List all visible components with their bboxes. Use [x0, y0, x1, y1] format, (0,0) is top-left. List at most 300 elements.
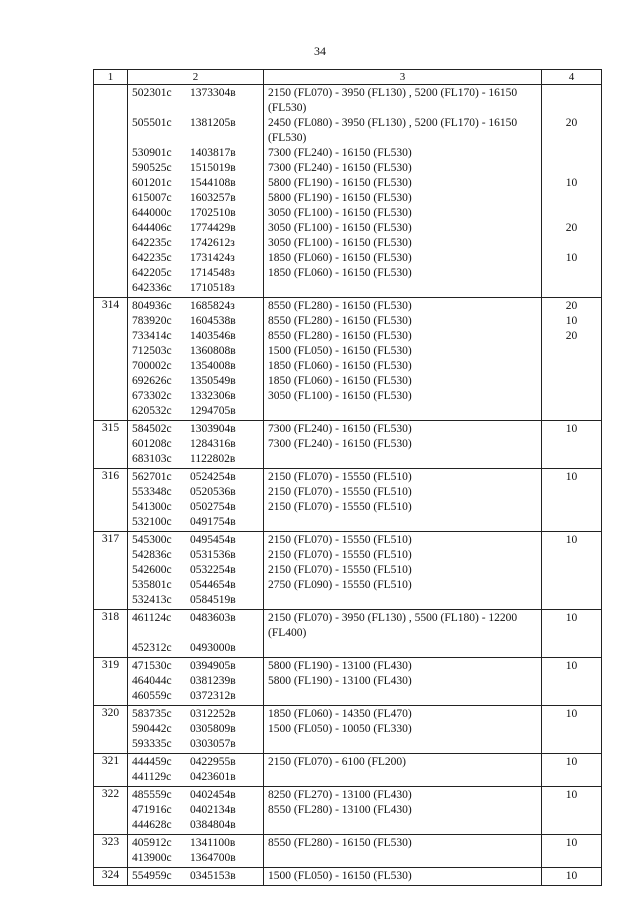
latitude: 545300с — [132, 534, 172, 546]
longitude: 1710518з — [190, 282, 235, 294]
longitude: 0491754в — [190, 516, 236, 528]
latitude: 590525с — [132, 162, 172, 174]
latitude: 553348с — [132, 486, 172, 498]
coordinate-line — [132, 236, 259, 251]
altitude-range: 8550 (FL280) - 16150 (FL530) — [268, 330, 412, 342]
altitude-range: 5800 (FL190) - 13100 (FL430) — [268, 675, 412, 687]
value-line — [546, 131, 597, 146]
longitude: 0531536в — [190, 549, 236, 561]
table-row — [94, 868, 602, 886]
altitude-range: 1850 (FL060) - 16150 (FL530) — [268, 252, 412, 264]
table-row — [94, 298, 602, 421]
altitude-range: 1850 (FL060) - 16150 (FL530) — [268, 267, 412, 279]
altitude-range: 3050 (FL100) - 16150 (FL530) — [268, 207, 412, 219]
coordinate-line — [132, 563, 259, 578]
coordinate-line — [132, 515, 259, 530]
coordinate-line — [132, 314, 259, 329]
latitude: 644000с — [132, 207, 172, 219]
value-line — [546, 548, 597, 563]
coordinate-line — [132, 533, 259, 548]
value-line: 20 — [565, 222, 578, 234]
latitude: 444628с — [132, 819, 172, 831]
latitude: 584502с — [132, 423, 172, 435]
longitude: 0520536в — [190, 486, 236, 498]
coordinates-cell — [128, 469, 264, 532]
coordinate-line — [132, 659, 259, 674]
latitude: 405912с — [132, 837, 172, 849]
altitude-cell — [264, 421, 542, 469]
latitude: 541300с — [132, 501, 172, 513]
table-header-row — [94, 70, 602, 85]
latitude: 532413с — [132, 594, 172, 606]
value-line: 10 — [565, 315, 578, 327]
altitude-cell — [264, 706, 542, 754]
coordinate-line — [132, 674, 259, 689]
coordinate-line — [132, 578, 259, 593]
altitude-range: 2150 (FL070) - 15550 (FL510) — [268, 549, 412, 561]
altitude-range: 2150 (FL070) - 15550 (FL510) — [268, 564, 412, 576]
longitude: 0495454в — [190, 534, 236, 546]
altitude-range: 2150 (FL070) - 15550 (FL510) — [268, 486, 412, 498]
coordinate-line — [132, 146, 259, 161]
coordinates-cell — [128, 868, 264, 886]
latitude: 532100с — [132, 516, 172, 528]
altitude-range: 2150 (FL070) - 15550 (FL510) — [268, 501, 412, 513]
row-number: 322 — [94, 787, 128, 835]
latitude: 461124с — [132, 612, 172, 624]
value-line: 10 — [565, 252, 578, 264]
table-row — [94, 85, 602, 298]
altitude-range: 2150 (FL070) - 6100 (FL200) — [268, 756, 406, 768]
coordinate-line — [132, 851, 259, 866]
altitude-range: 1500 (FL050) - 10050 (FL330) — [268, 723, 412, 735]
coordinate-line — [132, 404, 259, 419]
altitude-range: 8550 (FL280) - 13100 (FL430) — [268, 804, 412, 816]
value-line — [546, 146, 597, 161]
value-cell — [542, 532, 602, 610]
longitude: 0532254в — [190, 564, 236, 576]
value-line — [546, 236, 597, 251]
coordinate-line — [132, 191, 259, 206]
latitude: 733414с — [132, 330, 172, 342]
latitude: 542836с — [132, 549, 172, 561]
latitude: 620532с — [132, 405, 172, 417]
value-cell — [542, 610, 602, 658]
latitude: 471916с — [132, 804, 172, 816]
page-number: 34 — [314, 44, 326, 58]
coordinate-line — [132, 707, 259, 722]
value-line: 10 — [565, 471, 578, 483]
altitude-range: 5800 (FL190) - 13100 (FL430) — [268, 660, 412, 672]
altitude-range: 1500 (FL050) - 16150 (FL530) — [268, 870, 412, 882]
value-line: 10 — [565, 756, 578, 768]
value-cell — [542, 754, 602, 787]
value-line — [546, 851, 597, 866]
altitude-range: 8550 (FL280) - 16150 (FL530) — [268, 315, 412, 327]
altitude-range: 1850 (FL060) - 14350 (FL470) — [268, 708, 412, 720]
value-line — [546, 86, 597, 101]
altitude-range: 2150 (FL070) - 15550 (FL510) — [268, 534, 412, 546]
coordinates-cell — [128, 298, 264, 421]
row-number: 323 — [94, 835, 128, 868]
row-number: 324 — [94, 868, 128, 886]
latitude: 615007с — [132, 192, 172, 204]
coordinate-line — [132, 770, 259, 785]
altitude-range: 7300 (FL240) - 16150 (FL530) — [268, 423, 412, 435]
row-number: 319 — [94, 658, 128, 706]
value-line — [546, 452, 597, 467]
latitude: 530901с — [132, 147, 172, 159]
value-cell — [542, 787, 602, 835]
coordinate-line — [132, 101, 259, 116]
coordinates-cell — [128, 787, 264, 835]
value-cell — [542, 421, 602, 469]
latitude: 712503с — [132, 345, 172, 357]
value-line: 20 — [565, 117, 578, 129]
value-line — [546, 206, 597, 221]
longitude: 1303904в — [190, 423, 236, 435]
longitude: 0584519в — [190, 594, 236, 606]
altitude-range: 2150 (FL070) - 15550 (FL510) — [268, 471, 412, 483]
latitude: 441129с — [132, 771, 172, 783]
coordinate-line — [132, 251, 259, 266]
value-line: 10 — [565, 177, 578, 189]
coordinates-cell — [128, 658, 264, 706]
coordinate-line — [132, 374, 259, 389]
value-cell — [542, 868, 602, 886]
row-number: 316 — [94, 469, 128, 532]
longitude: 1603257в — [190, 192, 236, 204]
header-col-4: 4 — [542, 70, 602, 85]
header-col-3: 3 — [264, 70, 542, 85]
altitude-range: 1850 (FL060) - 16150 (FL530) — [268, 375, 412, 387]
row-number: 318 — [94, 610, 128, 658]
value-line — [546, 389, 597, 404]
coordinates-cell — [128, 835, 264, 868]
coordinate-line — [132, 818, 259, 833]
longitude: 0483603в — [190, 612, 236, 624]
altitude-cell — [264, 787, 542, 835]
airspace-table — [93, 69, 602, 886]
longitude: 0423601в — [190, 771, 236, 783]
value-line — [546, 578, 597, 593]
longitude: 0402134в — [190, 804, 236, 816]
coordinates-cell — [128, 706, 264, 754]
latitude: 642235с — [132, 237, 172, 249]
altitude-range: 7300 (FL240) - 16150 (FL530) — [268, 147, 412, 159]
altitude-cell — [264, 658, 542, 706]
value-line: 20 — [565, 330, 578, 342]
value-line — [546, 404, 597, 419]
value-line — [546, 161, 597, 176]
value-line — [546, 266, 597, 281]
coordinate-line — [132, 344, 259, 359]
altitude-cell — [264, 469, 542, 532]
coordinate-line — [132, 161, 259, 176]
value-cell — [542, 469, 602, 532]
value-cell — [542, 835, 602, 868]
latitude: 642205с — [132, 267, 172, 279]
longitude: 0493000в — [190, 642, 236, 654]
longitude: 1731424з — [190, 252, 235, 264]
table-row — [94, 610, 602, 658]
value-line: 20 — [565, 300, 578, 312]
latitude: 452312с — [132, 642, 172, 654]
value-line — [546, 770, 597, 785]
longitude: 1364700в — [190, 852, 236, 864]
coordinate-line — [132, 593, 259, 608]
row-number: 317 — [94, 532, 128, 610]
table-row — [94, 754, 602, 787]
coordinate-line — [132, 548, 259, 563]
longitude: 1381205в — [190, 117, 236, 129]
value-line: 10 — [565, 870, 578, 882]
value-line — [546, 437, 597, 452]
coordinates-cell — [128, 754, 264, 787]
altitude-range: 3050 (FL100) - 16150 (FL530) — [268, 390, 412, 402]
latitude: 413900с — [132, 852, 172, 864]
longitude: 1685824з — [190, 300, 235, 312]
value-line — [546, 641, 597, 656]
latitude: 590442с — [132, 723, 172, 735]
value-line — [546, 485, 597, 500]
row-number: 320 — [94, 706, 128, 754]
latitude: 683103с — [132, 453, 172, 465]
coordinate-line — [132, 626, 259, 641]
latitude: 502301с — [132, 87, 172, 99]
latitude: 535801с — [132, 579, 172, 591]
value-cell — [542, 658, 602, 706]
altitude-range: 3050 (FL100) - 16150 (FL530) — [268, 222, 412, 234]
altitude-range: 2750 (FL090) - 15550 (FL510) — [268, 579, 412, 591]
coordinate-line — [132, 500, 259, 515]
value-line: 10 — [565, 534, 578, 546]
value-cell — [542, 706, 602, 754]
coordinates-cell — [128, 421, 264, 469]
longitude: 1332306в — [190, 390, 236, 402]
altitude-range: 8550 (FL280) - 16150 (FL530) — [268, 300, 412, 312]
coordinate-line — [132, 485, 259, 500]
altitude-cell — [264, 754, 542, 787]
value-line — [546, 344, 597, 359]
table-row — [94, 421, 602, 469]
value-line — [546, 803, 597, 818]
longitude: 0402454в — [190, 789, 236, 801]
coordinate-line — [132, 116, 259, 131]
altitude-range: 5800 (FL190) - 16150 (FL530) — [268, 192, 412, 204]
value-line — [546, 626, 597, 641]
coordinate-line — [132, 86, 259, 101]
coordinate-line — [132, 389, 259, 404]
altitude-range: 8550 (FL280) - 16150 (FL530) — [268, 837, 412, 849]
value-cell — [542, 85, 602, 298]
value-line — [546, 818, 597, 833]
value-line: 10 — [565, 612, 578, 624]
latitude: 583735с — [132, 708, 172, 720]
coordinate-line — [132, 788, 259, 803]
table-row — [94, 835, 602, 868]
coordinate-line — [132, 422, 259, 437]
value-line — [546, 374, 597, 389]
altitude-cell — [264, 85, 542, 298]
coordinate-line — [132, 722, 259, 737]
altitude-range: 7300 (FL240) - 16150 (FL530) — [268, 438, 412, 450]
value-line: 10 — [565, 660, 578, 672]
latitude: 460559с — [132, 690, 172, 702]
latitude: 804936с — [132, 300, 172, 312]
longitude: 1774429в — [190, 222, 236, 234]
coordinate-line — [132, 755, 259, 770]
latitude: 505501с — [132, 117, 172, 129]
latitude: 444459с — [132, 756, 172, 768]
latitude: 593335с — [132, 738, 172, 750]
coordinate-line — [132, 266, 259, 281]
latitude: 700002с — [132, 360, 172, 372]
coordinate-line — [132, 869, 259, 884]
coordinate-line — [132, 452, 259, 467]
longitude: 0305809в — [190, 723, 236, 735]
longitude: 1294705в — [190, 405, 236, 417]
row-number: 321 — [94, 754, 128, 787]
value-line — [546, 500, 597, 515]
longitude: 0384804в — [190, 819, 236, 831]
latitude: 464044с — [132, 675, 172, 687]
altitude-range: 1500 (FL050) - 16150 (FL530) — [268, 345, 412, 357]
coordinates-cell — [128, 85, 264, 298]
table-row — [94, 532, 602, 610]
coordinate-line — [132, 176, 259, 191]
longitude: 1403546в — [190, 330, 236, 342]
value-line — [546, 515, 597, 530]
coordinates-cell — [128, 610, 264, 658]
longitude: 1341100в — [190, 837, 236, 849]
table-row — [94, 469, 602, 532]
longitude: 1122802в — [190, 453, 236, 465]
altitude-range: 5800 (FL190) - 16150 (FL530) — [268, 177, 412, 189]
coordinate-line — [132, 131, 259, 146]
longitude: 0345153в — [190, 870, 236, 882]
latitude: 783920с — [132, 315, 172, 327]
latitude: 692626с — [132, 375, 172, 387]
coordinate-line — [132, 299, 259, 314]
longitude: 1515019в — [190, 162, 236, 174]
latitude: 601208с — [132, 438, 172, 450]
coordinate-line — [132, 470, 259, 485]
latitude: 471530с — [132, 660, 172, 672]
row-number — [94, 85, 128, 298]
coordinate-line — [132, 836, 259, 851]
longitude: 1714548з — [190, 267, 235, 279]
table-row — [94, 787, 602, 835]
latitude: 642336с — [132, 282, 172, 294]
latitude: 554959с — [132, 870, 172, 882]
row-number: 315 — [94, 421, 128, 469]
header-col-2: 2 — [128, 70, 264, 85]
coordinate-line — [132, 329, 259, 344]
longitude: 0502754в — [190, 501, 236, 513]
longitude: 1403817в — [190, 147, 236, 159]
longitude: 0381239в — [190, 675, 236, 687]
value-line — [546, 593, 597, 608]
table-row — [94, 706, 602, 754]
value-line — [546, 281, 597, 296]
altitude-range: 2150 (FL070) - 3950 (FL130) , 5500 (FL180) - 12200 (FL400) — [268, 612, 518, 639]
value-line — [546, 359, 597, 374]
altitude-range: 1850 (FL060) - 16150 (FL530) — [268, 360, 412, 372]
longitude: 1544108в — [190, 177, 236, 189]
longitude: 1373304в — [190, 87, 236, 99]
value-cell — [542, 298, 602, 421]
longitude: 0394905в — [190, 660, 236, 672]
value-line — [546, 737, 597, 752]
latitude: 542600с — [132, 564, 172, 576]
altitude-range: 2150 (FL070) - 3950 (FL130) , 5200 (FL170) - 16150 (FL530) — [268, 87, 518, 114]
altitude-cell — [264, 298, 542, 421]
altitude-cell — [264, 835, 542, 868]
altitude-range: 3050 (FL100) - 16150 (FL530) — [268, 237, 412, 249]
value-line: 10 — [565, 708, 578, 720]
altitude-range: 8250 (FL270) - 13100 (FL430) — [268, 789, 412, 801]
table-body — [94, 70, 602, 886]
longitude: 0312252в — [190, 708, 236, 720]
longitude: 1742612з — [190, 237, 235, 249]
value-line: 10 — [565, 423, 578, 435]
coordinate-line — [132, 689, 259, 704]
longitude: 1360808в — [190, 345, 236, 357]
value-line — [546, 191, 597, 206]
coordinate-line — [132, 641, 259, 656]
longitude: 1350549в — [190, 375, 236, 387]
longitude: 0303057в — [190, 738, 236, 750]
altitude-cell — [264, 532, 542, 610]
table-row — [94, 658, 602, 706]
coordinate-line — [132, 803, 259, 818]
latitude: 673302с — [132, 390, 172, 402]
coordinates-cell — [128, 532, 264, 610]
latitude: 642235с — [132, 252, 172, 264]
value-line — [546, 722, 597, 737]
longitude: 1284316в — [190, 438, 236, 450]
header-col-1: 1 — [94, 70, 128, 85]
value-line: 10 — [565, 789, 578, 801]
coordinate-line — [132, 437, 259, 452]
coordinate-line — [132, 737, 259, 752]
latitude: 562701с — [132, 471, 172, 483]
longitude: 0422955в — [190, 756, 236, 768]
coordinate-line — [132, 221, 259, 236]
value-line — [546, 101, 597, 116]
longitude: 1604538в — [190, 315, 236, 327]
longitude: 1702510в — [190, 207, 236, 219]
coordinate-line — [132, 281, 259, 296]
coordinate-line — [132, 611, 259, 626]
latitude: 601201с — [132, 177, 172, 189]
latitude: 644406с — [132, 222, 172, 234]
value-line: 10 — [565, 837, 578, 849]
altitude-range: 2450 (FL080) - 3950 (FL130) , 5200 (FL170) - 16150 (FL530) — [268, 117, 518, 144]
value-line — [546, 674, 597, 689]
coordinate-line — [132, 359, 259, 374]
altitude-range: 7300 (FL240) - 16150 (FL530) — [268, 162, 412, 174]
altitude-cell — [264, 610, 542, 658]
altitude-cell — [264, 868, 542, 886]
longitude: 1354008в — [190, 360, 236, 372]
value-line — [546, 563, 597, 578]
coordinate-line — [132, 206, 259, 221]
longitude: 0372312в — [190, 690, 236, 702]
latitude: 485559с — [132, 789, 172, 801]
longitude: 0524254в — [190, 471, 236, 483]
